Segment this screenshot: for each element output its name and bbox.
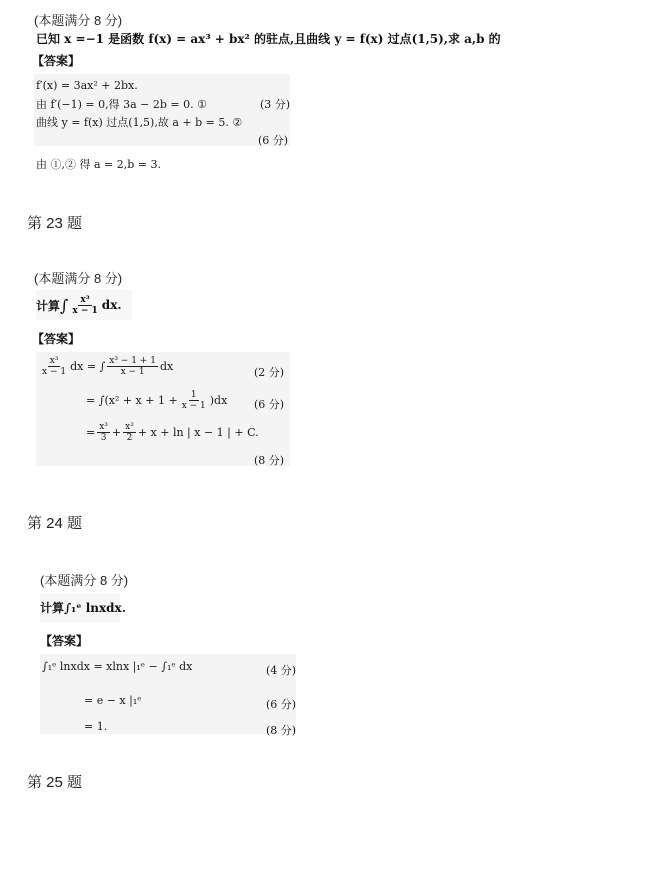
- q23-dx: dx.: [101, 298, 122, 312]
- q23-question: [36, 290, 132, 320]
- q24-question: 计算∫₁ᵉ lnxdx.: [40, 594, 120, 622]
- q23-points-note: (本题满分 8 分): [34, 271, 123, 286]
- q23-answer-label: 【答案】: [32, 332, 81, 346]
- q23-l3-c: + x + ln | x − 1 | + C.: [137, 426, 259, 439]
- q23-l3-d2: 2: [126, 433, 133, 443]
- q24-line-3: = 1.: [84, 720, 108, 733]
- q23-line-1: [38, 356, 173, 377]
- q23-line-3: [86, 422, 259, 443]
- q23-line-2: [86, 390, 227, 411]
- q24-score-1: (4 分): [266, 664, 297, 677]
- q23-l2-a: = ∫(x² + x + 1 +: [86, 394, 178, 407]
- q23-l3-n1: x³: [99, 422, 108, 432]
- q22-answer-box: [34, 74, 290, 146]
- q23-score-3: (8 分): [254, 454, 285, 467]
- q22-score-1: (3 分): [260, 98, 291, 111]
- q23-score-2: (6 分): [254, 398, 285, 411]
- q22-line-1: f′(x) = 3ax² + 2bx.: [36, 79, 138, 92]
- q24-line-2: = e − x |₁ᵉ: [84, 694, 142, 707]
- q23-l1-den2: x − 1: [120, 367, 145, 377]
- q23-l1-den: x − 1: [42, 367, 67, 377]
- q22-score-2: (6 分): [258, 134, 289, 147]
- heading-question-25: 第 25 题: [27, 774, 83, 791]
- q23-l3-a: =: [86, 426, 96, 439]
- q23-fraction: [70, 295, 99, 316]
- q23-l1-mid: dx = ∫: [70, 360, 106, 373]
- q23-l2-den: x − 1: [181, 401, 206, 411]
- heading-question-24: 第 24 题: [27, 515, 83, 532]
- q24-score-2: (6 分): [266, 698, 297, 711]
- q23-l1-end: dx: [159, 360, 174, 373]
- q23-l2-num: 1: [190, 390, 197, 400]
- q23-l3-d1: 3: [100, 433, 107, 443]
- q23-l2-b: )dx: [209, 394, 228, 407]
- q22-answer-label: 【答案】: [32, 54, 81, 68]
- q22-points-note: (本题满分 8 分): [34, 13, 123, 28]
- q23-score-1: (2 分): [254, 366, 285, 379]
- q22-conclusion: 由 ①,② 得 a = 2,b = 3.: [36, 158, 161, 171]
- q24-answer-label: 【答案】: [40, 634, 89, 648]
- q23-ask-word: 计算: [36, 298, 61, 313]
- q24-line-1: ∫₁ᵉ lnxdx = xlnx |₁ᵉ − ∫₁ᵉ dx: [42, 660, 193, 673]
- q22-line-2: 由 f′(−1) = 0,得 3a − 2b = 0. ①: [36, 98, 207, 111]
- q24-points-note: (本题满分 8 分): [40, 573, 129, 588]
- q22-question: 已知 x =−1 是函数 f(x) = ax³ + bx² 的驻点,且曲线 y = f(x) 过点(1,5),求 a,b 的: [36, 32, 501, 46]
- q22-line-3: 曲线 y = f(x) 过点(1,5),故 a + b = 5. ②: [36, 116, 243, 129]
- q23-answer-box: [36, 352, 290, 466]
- integral-sign: ∫: [60, 295, 69, 315]
- q24-answer-box: [40, 654, 297, 737]
- q23-l1-num: x³: [49, 356, 59, 366]
- q24-score-3: (8 分): [266, 724, 297, 737]
- q23-l3-n2: x²: [125, 422, 134, 432]
- heading-question-23: 第 23 题: [27, 215, 83, 232]
- q23-frac-num: x³: [80, 294, 90, 305]
- q23-frac-den: x − 1: [72, 305, 98, 316]
- q23-l1-num2: x³ − 1 + 1: [109, 356, 156, 366]
- q23-l3-b: +: [111, 426, 122, 439]
